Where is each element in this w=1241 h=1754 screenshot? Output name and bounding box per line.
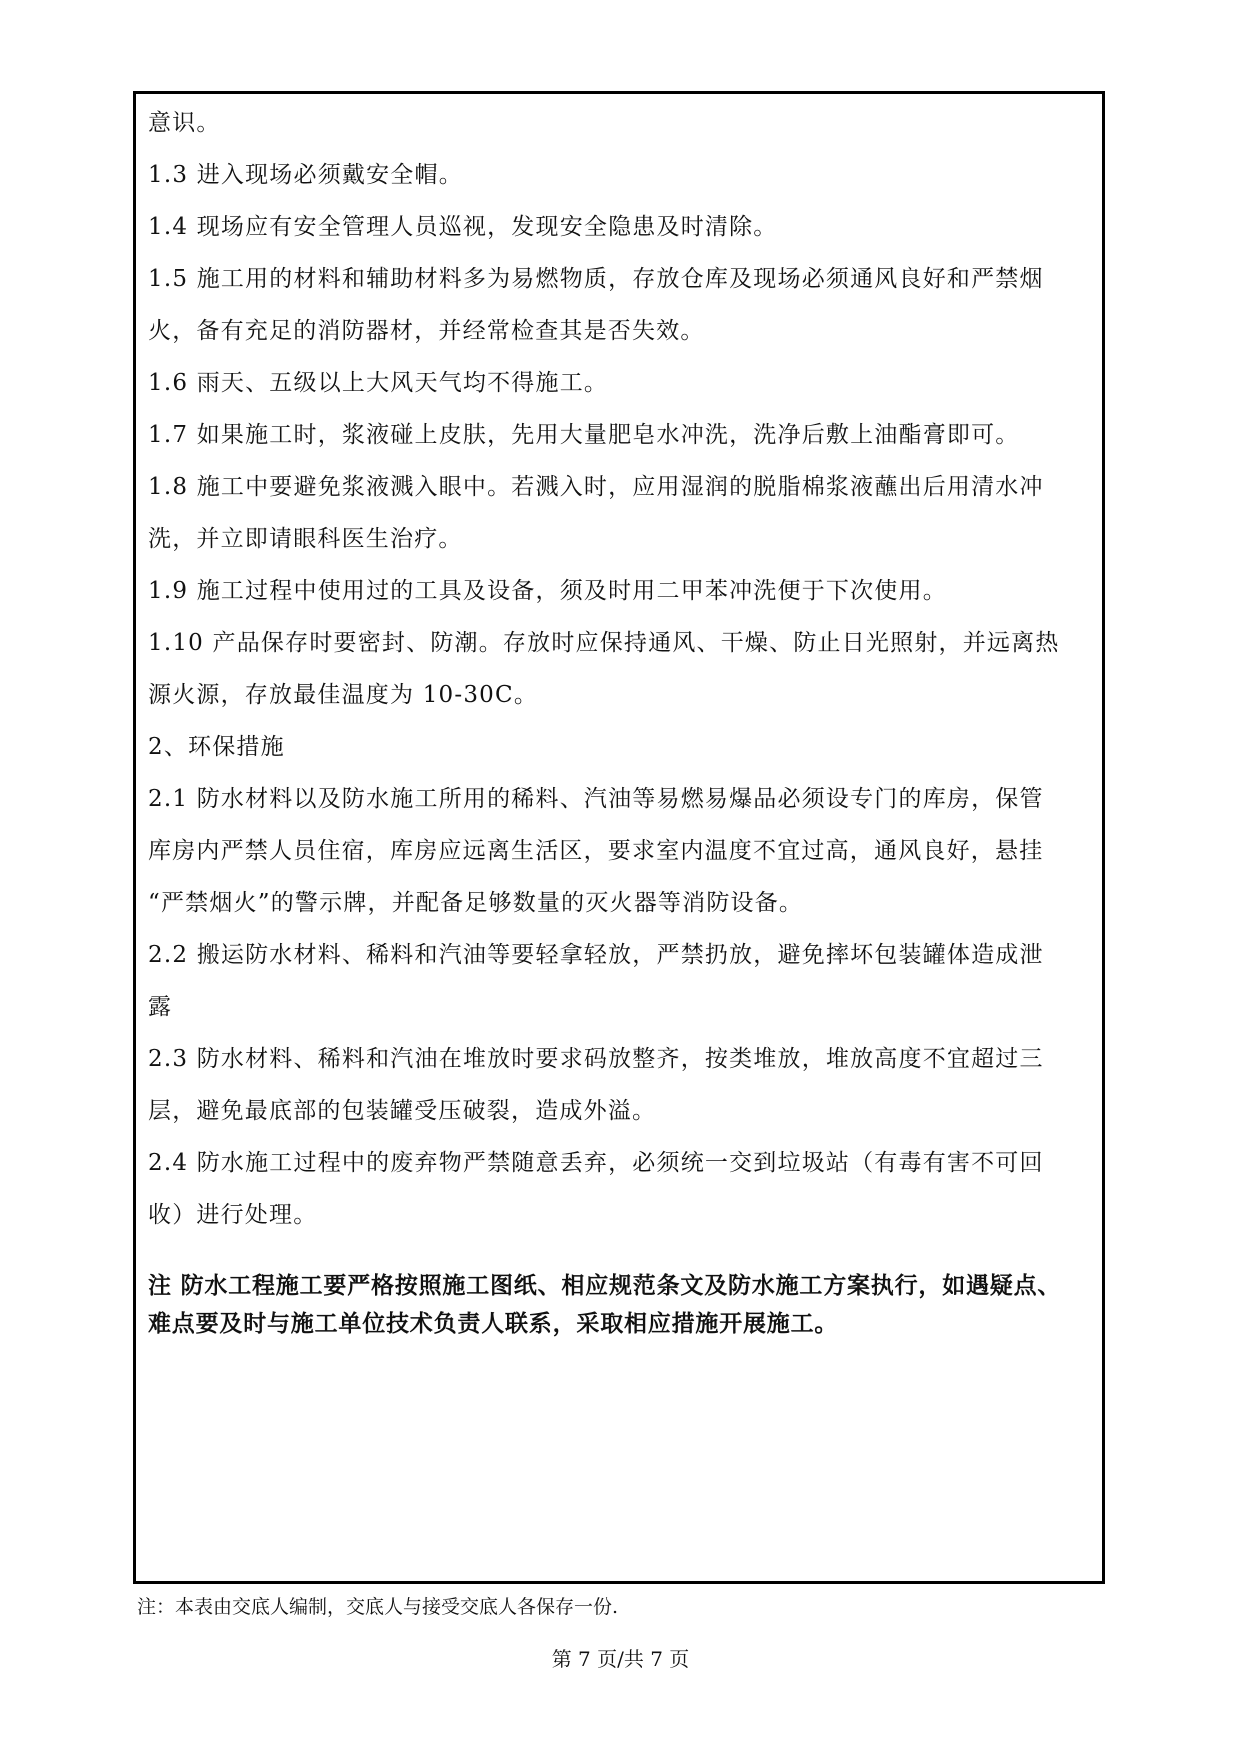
body-line: 1.3 进入现场必须戴安全帽。 [148,162,463,188]
body-line: 1.8 施工中要避免浆液溅入眼中。若溅入时，应用湿润的脱脂棉浆液蘸出后用清水冲 [148,474,1044,500]
note-line: 难点要及时与施工单位技术负责人联系，采取相应措施开展施工。 [148,1310,839,1337]
body-line: 层，避免最底部的包装罐受压破裂，造成外溢。 [148,1098,657,1124]
body-line: 收）进行处理。 [148,1202,318,1228]
body-line: 库房内严禁人员住宿，库房应远离生活区，要求室内温度不宜过高，通风良好，悬挂 [148,838,1044,864]
body-line: 2.2 搬运防水材料、稀料和汽油等要轻拿轻放，严禁扔放，避免摔坏包装罐体造成泄 [148,942,1044,968]
body-line: 1.7 如果施工时，浆液碰上皮肤，先用大量肥皂水冲洗，洗净后敷上油酯膏即可。 [148,422,1020,448]
note-line: 注 防水工程施工要严格按照施工图纸、相应规范条文及防水施工方案执行，如遇疑点、 [148,1272,1062,1299]
page-indicator: 第 7 页/共 7 页 [551,1647,690,1671]
body-line: 源火源，存放最佳温度为 10-30C。 [148,682,539,708]
body-line: 意识。 [148,110,221,136]
body-line: “严禁烟火”的警示牌，并配备足够数量的灭火器等消防设备。 [148,890,804,916]
footnote: 注：本表由交底人编制，交底人与接受交底人各保存一份. [137,1596,619,1618]
body-line: 2.4 防水施工过程中的废弃物严禁随意丢弃，必须统一交到垃圾站（有毒有害不可回 [148,1150,1044,1176]
body-line: 1.6 雨天、五级以上大风天气均不得施工。 [148,370,609,396]
body-line: 火，备有充足的消防器材，并经常检查其是否失效。 [148,318,705,344]
body-line: 洗，并立即请眼科医生治疗。 [148,526,463,552]
body-line: 1.10 产品保存时要密封、防潮。存放时应保持通风、干燥、防止日光照射，并远离热 [148,630,1060,656]
section-heading: 2、环保措施 [148,734,285,760]
document-table-frame [133,91,1105,1584]
body-line: 露 [148,994,173,1020]
body-line: 2.3 防水材料、稀料和汽油在堆放时要求码放整齐，按类堆放，堆放高度不宜超过三 [148,1046,1044,1072]
document-body [148,97,1088,1343]
bold-note [148,1267,1088,1343]
body-line: 1.5 施工用的材料和辅助材料多为易燃物质，存放仓库及现场必须通风良好和严禁烟 [148,266,1044,292]
body-line: 1.9 施工过程中使用过的工具及设备，须及时用二甲苯冲洗便于下次使用。 [148,578,947,604]
body-line: 2.1 防水材料以及防水施工所用的稀料、汽油等易燃易爆品必须设专门的库房，保管 [148,786,1044,812]
body-line: 1.4 现场应有安全管理人员巡视，发现安全隐患及时清除。 [148,214,778,240]
